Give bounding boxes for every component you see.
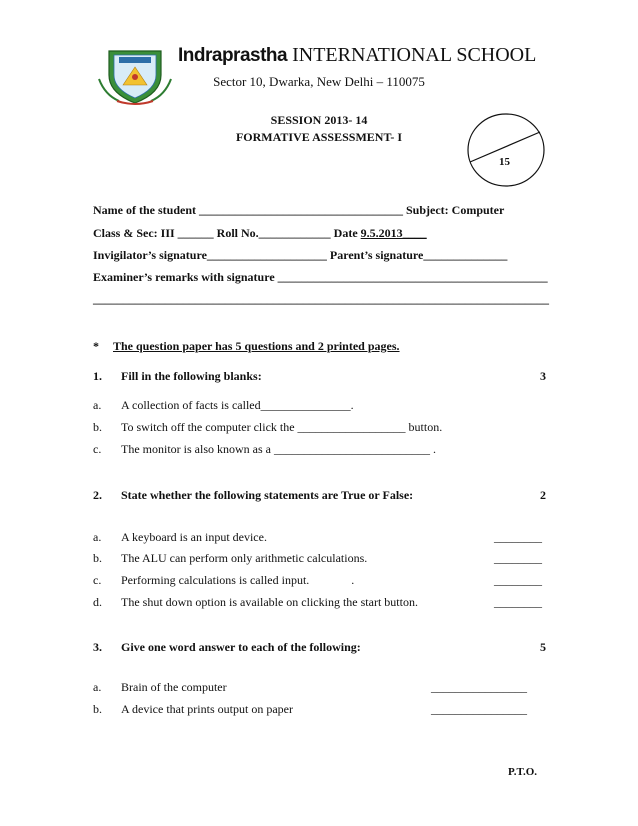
question-text: Fill in the following blanks: bbox=[121, 369, 262, 383]
item-text: The monitor is also known as a __________________________ . bbox=[121, 442, 436, 456]
marks-circle-icon bbox=[466, 112, 546, 188]
item-label: a. bbox=[93, 680, 102, 694]
item-text: The ALU can perform only arithmetic calculations. bbox=[121, 551, 368, 565]
school-name bbox=[178, 44, 536, 67]
item-label: a. bbox=[93, 398, 102, 412]
exam-date: 9.5.2013____ bbox=[360, 226, 427, 240]
item-text: A device that prints output on paper bbox=[121, 702, 293, 716]
question-marks: 3 bbox=[540, 369, 546, 383]
paper-note bbox=[93, 339, 400, 354]
answer-blank: ________ bbox=[494, 595, 542, 609]
max-marks: 15 bbox=[499, 156, 510, 168]
item-label: b. bbox=[93, 420, 102, 434]
item-text: A keyboard is an input device. bbox=[121, 530, 267, 544]
signature-line: Invigilator’s signature____________________ Parent’s signature______________ bbox=[93, 248, 508, 262]
item-label: c. bbox=[93, 442, 102, 456]
examiner-remarks-line: Examiner’s remarks with signature _____________________________________________ bbox=[93, 270, 548, 284]
session-title: SESSION 2013- 14 bbox=[270, 113, 368, 127]
answer-blank: ________ bbox=[494, 551, 542, 565]
item-label: b. bbox=[93, 702, 102, 716]
question-number: 3. bbox=[93, 640, 102, 654]
item-text: The shut down option is available on clicking the start button. bbox=[121, 595, 418, 609]
note-text: The question paper has 5 questions and 2 printed pages. bbox=[113, 339, 400, 353]
school-address: Sector 10, Dwarka, New Delhi – 110075 bbox=[213, 74, 425, 89]
answer-blank: ________ bbox=[494, 573, 542, 587]
note-star: * bbox=[93, 339, 99, 353]
item-text: To switch off the computer click the __________________ button. bbox=[121, 420, 443, 434]
question-marks: 2 bbox=[540, 488, 546, 502]
question-marks: 5 bbox=[540, 640, 546, 654]
question-number: 2. bbox=[93, 488, 102, 502]
item-label: a. bbox=[93, 530, 102, 544]
student-name-line: Name of the student __________________________________ Subject: Computer bbox=[93, 203, 505, 217]
item-label: d. bbox=[93, 595, 102, 609]
answer-blank: ________ bbox=[494, 530, 542, 544]
school-name-rest: INTERNATIONAL SCHOOL bbox=[287, 44, 537, 66]
item-text: Brain of the computer bbox=[121, 680, 227, 694]
item-text: Performing calculations is called input. . bbox=[121, 573, 355, 587]
answer-blank: ________________ bbox=[431, 702, 527, 716]
class-roll-label: Class & Sec: III ______ Roll No.____________ Date bbox=[93, 226, 361, 240]
school-name-bold: Indraprastha bbox=[178, 45, 288, 66]
remarks-continuation-line: ____________________________________________________________________________ bbox=[93, 292, 549, 306]
assessment-title: FORMATIVE ASSESSMENT- I bbox=[235, 130, 403, 144]
class-roll-date-line bbox=[93, 226, 427, 241]
item-text: A collection of facts is called_______________. bbox=[121, 398, 354, 412]
item-label: c. bbox=[93, 573, 102, 587]
item-label: b. bbox=[93, 551, 102, 565]
question-number: 1. bbox=[93, 369, 102, 383]
pto-label: P.T.O. bbox=[508, 766, 538, 778]
question-text: State whether the following statements are True or False: bbox=[121, 488, 414, 502]
question-text: Give one word answer to each of the following: bbox=[121, 640, 361, 654]
answer-blank: ________________ bbox=[431, 680, 527, 694]
